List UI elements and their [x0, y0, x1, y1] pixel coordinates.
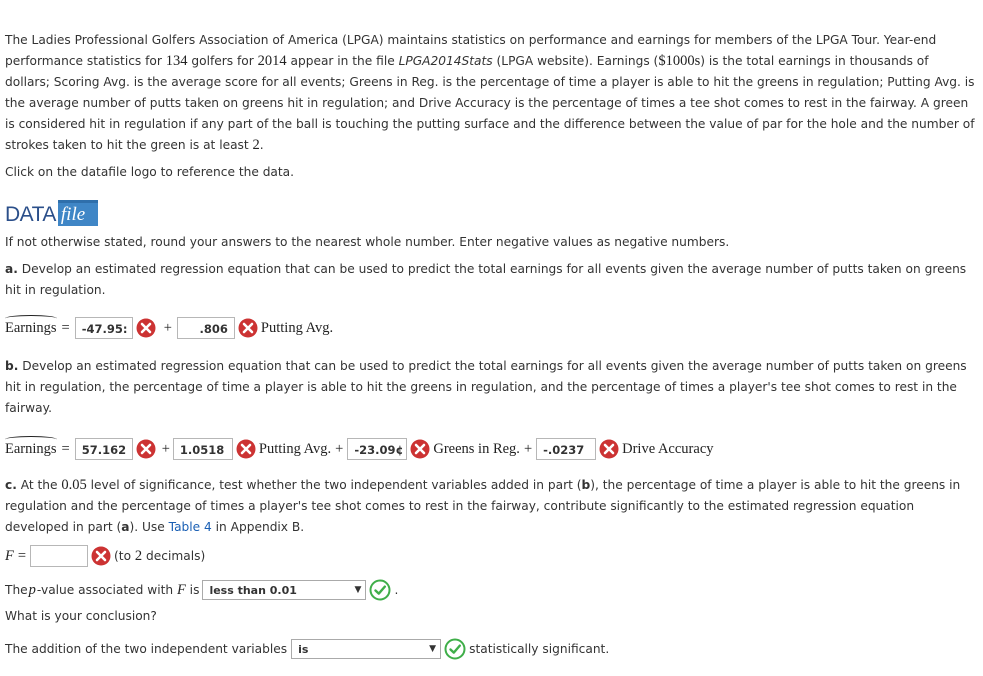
- p-value-select[interactable]: less than 0.01 ▼: [202, 580, 366, 600]
- incorrect-icon: [136, 439, 156, 459]
- correct-check-icon: [369, 579, 391, 601]
- incorrect-icon: [136, 318, 156, 338]
- part-a-equation: Earnings = -47.95: + .806 Putting Avg.: [5, 313, 977, 343]
- f-statistic-row: F = (to 2 decimals): [5, 543, 977, 569]
- instructions-text: If not otherwise stated, round your answers to the nearest whole number. Enter negative values as negative numbers.: [5, 235, 730, 249]
- f-value-input[interactable]: [30, 545, 88, 567]
- intro-paragraph: The Ladies Professional Golfers Association of America (LPGA) maintains statistics on performance and earnings for members of the LPGA Tour. Year-end performance statistics for 134 golfers for 2014 appear in the file LPGA2014Stats (LPGA website). Earnings ($1000s) is the total earnings in thousands of dollars; Scoring Avg. is the average score for all events; Greens in Reg. is the percentage of time a player is able to hit the greens in regulation; Putting Avg. is the average number of putts taken on greens hit in regulation; and Drive Accuracy is the percentage of times a tee shot comes to rest in the fairway. A green is considered hit in regulation if any part of the ball is touching the putting surface and the difference between the value of par for the hole and the number of strokes taken to hit the green is at least 2.: [5, 33, 975, 153]
- f-label: F: [5, 547, 14, 564]
- part-a-putting-coef-input[interactable]: .806: [177, 317, 235, 339]
- chevron-down-icon: ▼: [429, 644, 437, 654]
- correct-check-icon: [444, 638, 466, 660]
- incorrect-icon: [410, 439, 430, 459]
- earnings-hat-label: Earnings: [5, 440, 57, 457]
- part-b-drive-coef-input[interactable]: -.0237: [536, 438, 596, 460]
- chevron-down-icon: ▼: [354, 585, 362, 595]
- datafile-logo-text: DATA: [5, 203, 56, 226]
- part-b-putting-coef-input[interactable]: 1.0518: [173, 438, 233, 460]
- part-c-prompt: c. At the 0.05 level of significance, test whether the two independent variables added in part (b), the percentage of time a player is able to hit the greens in regulation and the percentage of times a player's tee shot comes to rest in the fairway, contribute significantly to the estimated regression equation developed in part (a). Use Table 4 in Appendix B.: [5, 477, 961, 534]
- datafile-note: Click on the datafile logo to reference the data.: [5, 165, 295, 179]
- putting-avg-label: Putting Avg.: [260, 319, 334, 336]
- p-value-row: The p -value associated with F is less than 0.01 ▼ .: [5, 577, 977, 603]
- incorrect-icon: [91, 546, 111, 566]
- incorrect-icon: [238, 318, 258, 338]
- greens-in-reg-label: Greens in Reg.: [433, 440, 520, 457]
- table-4-link[interactable]: Table 4: [168, 520, 212, 534]
- incorrect-icon: [599, 439, 619, 459]
- part-b-equation: Earnings = 57.162 + 1.0518 Putting Avg. + -23.09¢ Greens in Reg. + -.0237 Drive Accuracy: [5, 434, 977, 464]
- conclusion-select[interactable]: is ▼: [291, 639, 441, 659]
- f-decimals-note: (to 2 decimals): [114, 547, 206, 564]
- conclusion-row: The addition of the two independent variables is ▼ statistically significant.: [5, 636, 977, 662]
- part-b-greens-coef-input[interactable]: -23.09¢: [347, 438, 407, 460]
- part-b-intercept-input[interactable]: 57.162: [75, 438, 133, 460]
- datafile-icon: file: [58, 200, 98, 226]
- part-a-prompt: a. Develop an estimated regression equation that can be used to predict the total earnings for all events given the average number of putts taken on greens hit in regulation.: [5, 262, 967, 297]
- conclusion-question: What is your conclusion?: [5, 609, 157, 623]
- putting-avg-label: Putting Avg.: [258, 440, 332, 457]
- earnings-hat-label: Earnings: [5, 319, 57, 336]
- part-b-prompt: b. Develop an estimated regression equation that can be used to predict the total earnings for all events given the average number of putts taken on greens hit in regulation, the percentage of time a player is able to hit the greens in regulation, and the percentage of times a player's tee shot comes to rest in the fairway.: [5, 359, 967, 415]
- question-container: [5, 30, 977, 662]
- part-a-intercept-input[interactable]: -47.95:: [75, 317, 133, 339]
- incorrect-icon: [236, 439, 256, 459]
- datafile-logo[interactable]: [5, 196, 977, 226]
- drive-accuracy-label: Drive Accuracy: [622, 440, 714, 457]
